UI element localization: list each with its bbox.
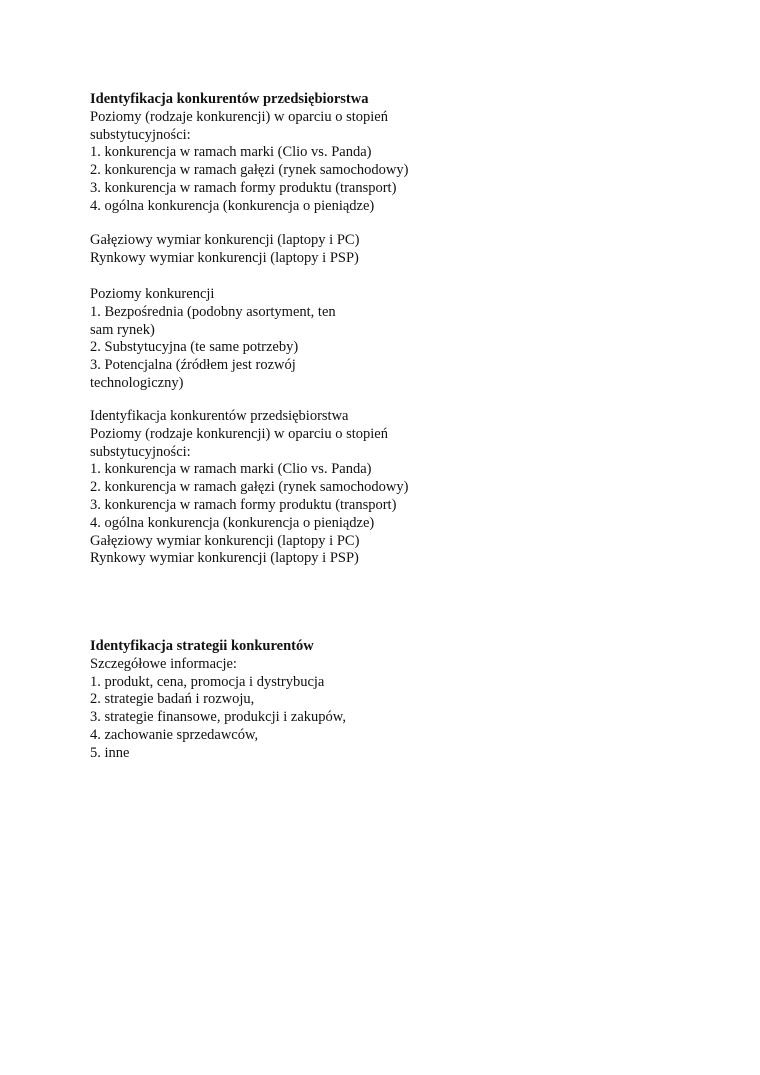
section-title: Identyfikacja konkurentów przedsiębiorstwa: [90, 91, 369, 107]
list-item: 2. konkurencja w ramach gałęzi (rynek samochodowy): [90, 479, 409, 496]
list-item: 2. konkurencja w ramach gałęzi (rynek samochodowy): [90, 162, 409, 179]
text-line: substytucyjności:: [90, 126, 191, 143]
list-item: 2. Substytucyjna (te same potrzeby): [90, 339, 299, 356]
list-item: 1. produkt, cena, promocja i dystrybucja: [90, 673, 325, 690]
list-item: 1. konkurencja w ramach marki (Clio vs. Panda): [90, 144, 372, 161]
list-item: 3. konkurencja w ramach formy produktu (transport): [90, 179, 397, 196]
list-item: 1. konkurencja w ramach marki (Clio vs. Panda): [90, 461, 372, 478]
list-item: 1. Bezpośrednia (podobny asortyment, ten: [90, 303, 336, 320]
list-item: technologiczny): [90, 374, 184, 391]
text-line: Poziomy (rodzaje konkurencji) w oparciu o stopień: [90, 425, 388, 442]
list-item: 4. zachowanie sprzedawców,: [90, 726, 259, 743]
list-item: sam rynek): [90, 321, 155, 338]
text-line: substytucyjności:: [90, 443, 191, 460]
section-competitor-identification-repeat: [90, 408, 450, 568]
text-line: Rynkowy wymiar konkurencji (laptopy i PSP): [90, 249, 359, 266]
list-item: 2. strategie badań i rozwoju,: [90, 691, 255, 708]
list-item: 3. Potencjalna (źródłem jest rozwój: [90, 357, 296, 374]
text-line: Poziomy (rodzaje konkurencji) w oparciu o stopień: [90, 108, 388, 125]
text-line: Szczegółowe informacje:: [90, 655, 237, 672]
list-item: 3. konkurencja w ramach formy produktu (transport): [90, 496, 397, 513]
text-line: Identyfikacja konkurentów przedsiębiorstwa: [90, 408, 349, 424]
section-competition-dimensions: [90, 232, 450, 268]
list-item: 4. ogólna konkurencja (konkurencja o pieniądze): [90, 514, 375, 531]
section-title: Identyfikacja strategii konkurentów: [90, 638, 314, 654]
list-item: 3. strategie finansowe, produkcji i zakupów,: [90, 709, 346, 726]
text-line: Gałęziowy wymiar konkurencji (laptopy i PC): [90, 532, 360, 549]
text-line: Rynkowy wymiar konkurencji (laptopy i PSP): [90, 550, 359, 567]
text-line: Poziomy konkurencji: [90, 286, 215, 302]
list-item: 5. inne: [90, 744, 130, 761]
list-item: 4. ogólna konkurencja (konkurencja o pieniądze): [90, 197, 375, 214]
section-competitor-identification: [90, 91, 450, 216]
text-line: Gałęziowy wymiar konkurencji (laptopy i PC): [90, 232, 360, 248]
section-competition-levels: [90, 286, 450, 393]
section-competitor-strategy: [90, 638, 450, 763]
